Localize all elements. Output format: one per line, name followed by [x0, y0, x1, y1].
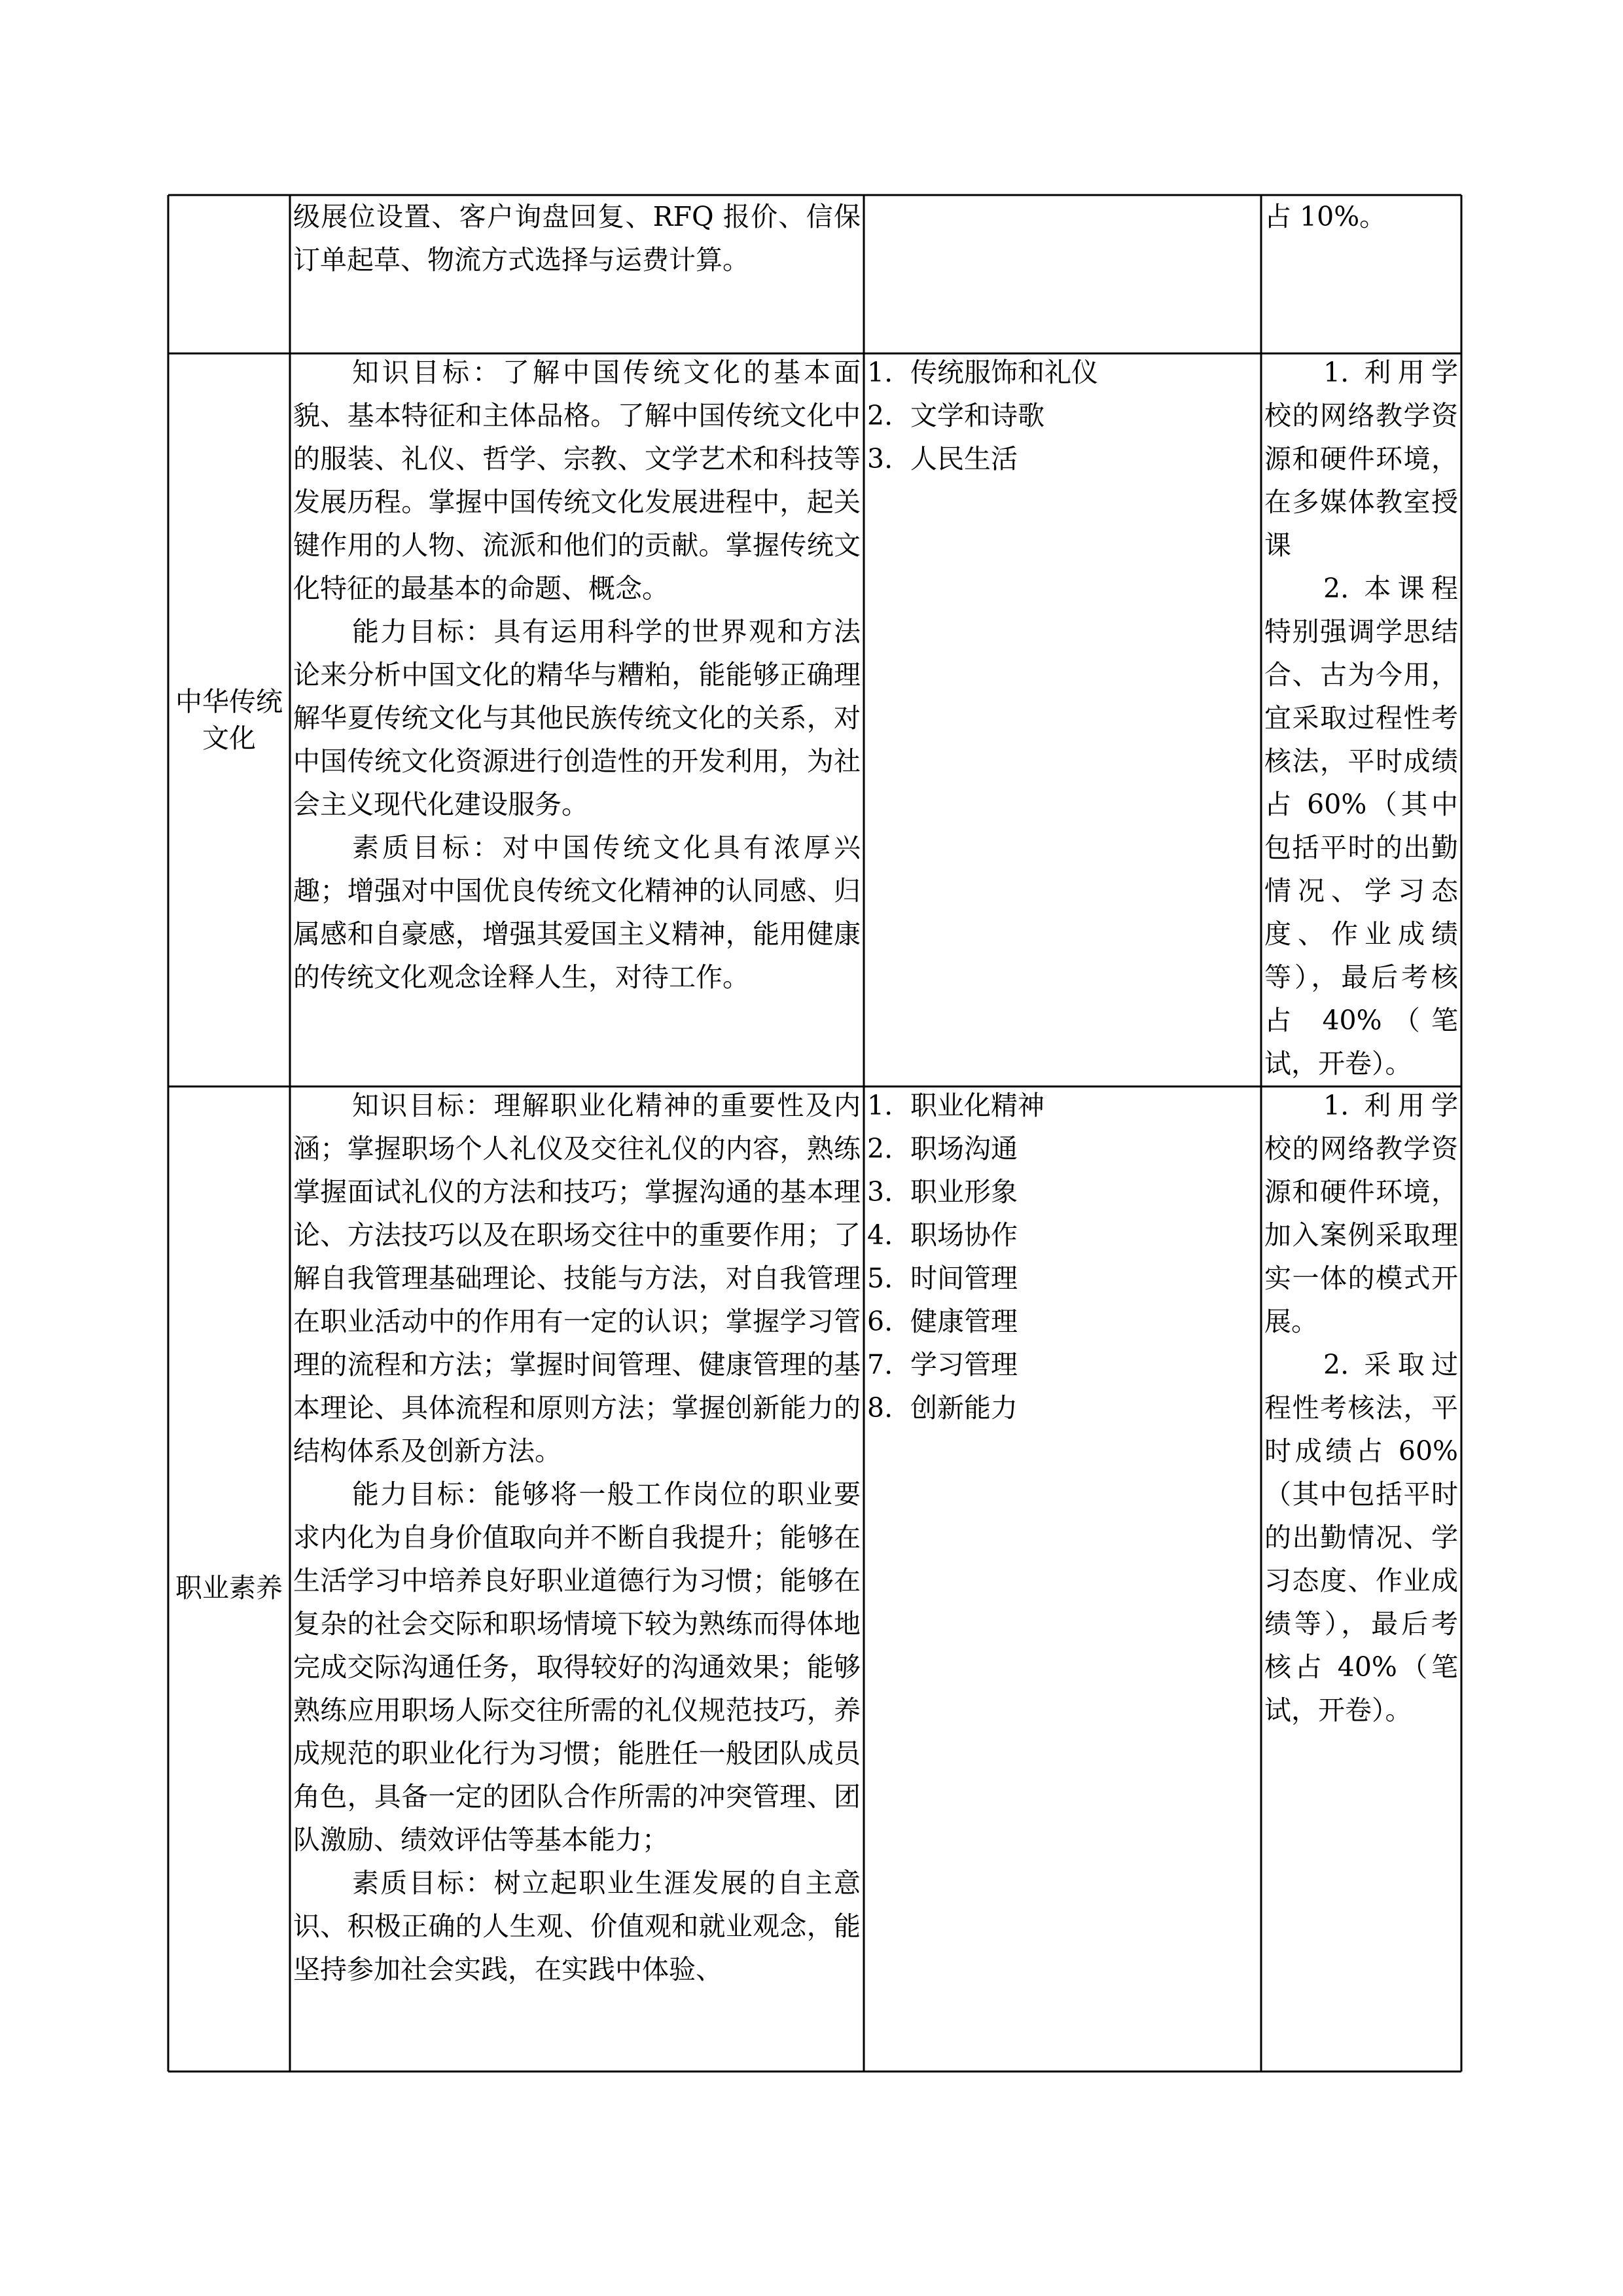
topic-number: 3.: [867, 1176, 893, 1208]
topic-item: [867, 394, 1258, 437]
topic-number: 6.: [867, 1306, 893, 1337]
topic-label: 学习管理: [910, 1349, 1018, 1380]
topic-item: [867, 1343, 1258, 1386]
content-paragraph: 能力目标：具有运用科学的世界观和方法论来分析中国文化的精华与糟粕，能能够正确理解华夏传统文化与其他民族传统文化的关系，对中国传统文化资源进行创造性的开发利用，为社会主义现代化建设服务。: [293, 616, 861, 820]
topic-list: [867, 1084, 1258, 1429]
row-1-topics-cell: [867, 351, 1258, 480]
topic-number: 3.: [867, 443, 893, 475]
topic-number: 1.: [867, 357, 893, 388]
topic-label: 创新能力: [910, 1392, 1018, 1424]
topic-item: [867, 437, 1258, 480]
topic-label: 传统服饰和礼仪: [910, 357, 1098, 388]
content-paragraph: 素质目标：树立起职业生涯发展的自主意识、积极正确的人生观、价值观和就业观念，能坚持参加社会实践，在实践中体验、: [293, 1867, 861, 1985]
row-1-content-cell: [293, 351, 861, 999]
topic-item: [867, 1386, 1258, 1429]
row-2-course-name: 职业素养: [175, 1572, 283, 1604]
row-0-content-cell: [293, 195, 861, 281]
topic-item: [867, 1084, 1258, 1127]
topic-label: 职业化精神: [910, 1090, 1044, 1121]
assessment-paragraph: 2. 采取过程性考核法，平时成绩占 60%（其中包括平时的出勤情况、学习态度、作业成绩等），最后考核占 40%（笔试，开卷）。: [1264, 1349, 1458, 1726]
row-2-content-cell: [293, 1084, 861, 1991]
topic-item: [867, 1170, 1258, 1213]
topic-label: 职业形象: [910, 1176, 1018, 1208]
topic-item: [867, 1127, 1258, 1170]
assessment-paragraph: 1. 利用学校的网络教学资源和硬件环境，加入案例采取理实一体的模式开展。: [1264, 1090, 1458, 1337]
topic-number: 7.: [867, 1349, 893, 1380]
topic-item: [867, 351, 1258, 394]
topic-item: [867, 1257, 1258, 1300]
topic-number: 2.: [867, 400, 893, 431]
content-paragraph: 知识目标：理解职业化精神的重要性及内涵；掌握职场个人礼仪及交往礼仪的内容，熟练掌握面试礼仪的方法和技巧；掌握沟通的基本理论、方法技巧以及在职场交往中的重要作用；了解自我管理基础理论、技能与方法，对自我管理在职业活动中的作用有一定的认识；掌握学习管理的流程和方法；掌握时间管理、健康管理的基本理论、具体流程和原则方法；掌握创新能力的结构体系及创新方法。: [293, 1090, 861, 1467]
topic-label: 职场协作: [910, 1219, 1018, 1251]
row-1-assessment-cell: [1264, 351, 1458, 1085]
topic-label: 职场沟通: [910, 1133, 1018, 1164]
row-1-course-name: 中华传统文化: [175, 686, 283, 754]
content-paragraph: 素质目标：对中国传统文化具有浓厚兴趣；增强对中国优良传统文化精神的认同感、归属感和自豪感，增强其爱国主义精神，能用健康的传统文化观念诠释人生，对待工作。: [293, 832, 861, 993]
assessment-paragraph: 1. 利用学校的网络教学资源和硬件环境，在多媒体教室授课: [1264, 357, 1458, 561]
topic-item: [867, 1213, 1258, 1257]
row-2-assessment-cell: [1264, 1084, 1458, 1732]
topic-label: 时间管理: [910, 1263, 1018, 1294]
content-paragraph: 能力目标：能够将一般工作岗位的职业要求内化为自身价值取向并不断自我提升；能够在生活学习中培养良好职业道德行为习惯；能够在复杂的社会交际和职场情境下较为熟练而得体地完成交际沟通任务，取得较好的沟通效果；能够熟练应用职场人际交往所需的礼仪规范技巧，养成规范的职业化行为习惯；能胜任一般团队成员角色，具备一定的团队合作所需的冲突管理、团队激励、绩效评估等基本能力；: [293, 1479, 861, 1856]
topic-list: [867, 351, 1258, 480]
topic-number: 2.: [867, 1133, 893, 1164]
topic-number: 8.: [867, 1392, 893, 1424]
topic-label: 文学和诗歌: [910, 400, 1044, 431]
topic-item: [867, 1300, 1258, 1343]
topic-number: 1.: [867, 1090, 893, 1121]
row-0-assessment-cell: [1264, 195, 1458, 238]
content-paragraph: 知识目标：了解中国传统文化的基本面貌、基本特征和主体品格。了解中国传统文化中的服装、礼仪、哲学、宗教、文学艺术和科技等发展历程。掌握中国传统文化发展进程中，起关键作用的人物、流派和他们的贡献。掌握传统文化特征的最基本的命题、概念。: [293, 357, 861, 604]
topic-number: 4.: [867, 1219, 893, 1251]
topic-label: 健康管理: [910, 1306, 1018, 1337]
assessment-paragraph: 2. 本课程特别强调学思结合、古为今用，宜采取过程性考核法，平时成绩占 60%（其中包括平时的出勤情况、学习态度、作业成绩等），最后考核占 40%（笔试，开卷）。: [1264, 573, 1458, 1079]
topic-label: 人民生活: [910, 443, 1018, 475]
row-2-topics-cell: [867, 1084, 1258, 1429]
content-paragraph: 级展位设置、客户询盘回复、RFQ 报价、信保订单起草、物流方式选择与运费计算。: [293, 201, 861, 276]
topic-number: 5.: [867, 1263, 893, 1294]
assessment-paragraph: 占 10%。: [1264, 201, 1387, 232]
